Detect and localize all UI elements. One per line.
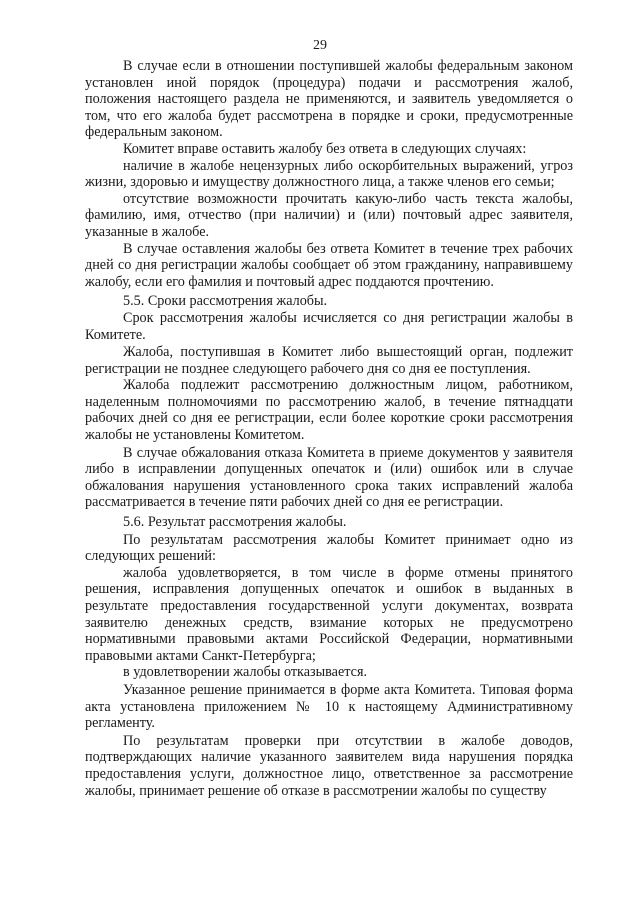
- paragraph-fifteen-days: Жалоба подлежит рассмотрению должностным лицом, работником, наделенным полномочиями по рассмотрению жалоб, в течение пятнадцати рабочих дней со дня ее регистрации, если более короткие сроки рассмотрения жалобы не установлены Комитетом.: [85, 377, 573, 444]
- paragraph-leave-without-answer: Комитет вправе оставить жалобу без ответа в следующих случаях:: [123, 140, 527, 157]
- paragraph-unreadable-text: отсутствие возможности прочитать какую-либо часть текста жалобы, фамилию, имя, отчество (при наличии) и (или) почтовый адрес заявителя, указанные в жалобе.: [85, 190, 573, 240]
- section-heading-5-6: 5.6. Результат рассмотрения жалобы.: [123, 514, 347, 531]
- paragraph-complaint-satisfied: жалоба удовлетворяется, в том числе в форме отмены принятого решения, исправления допущенных опечаток и ошибок в выданных в результате предоставления государственной услуги документах, возврата заявителю денежных средств, взимание которых не предусмотрено нормативными правовыми актами Российской Федерации, нормативными правовыми актами Санкт-Петербурга;: [85, 564, 573, 664]
- paragraph-complaint-rejected: в удовлетворении жалобы отказывается.: [123, 664, 368, 681]
- paragraph-refusal: По результатам проверки при отсутствии в жалобе доводов, подтверждающих наличие указанного заявителем вида нарушения порядка предоставления услуги, должностное лицо, ответственное за рассмотрение жалобы, принимает решение об отказе в рассмотрении жалобы по существу: [85, 732, 573, 799]
- paragraph-five-days: В случае обжалования отказа Комитета в приеме документов у заявителя либо в исправлении допущенных опечаток и (или) ошибок или в случае обжалования нарушения установленного срока таких исправлений жалоба рассматривается в течение пяти рабочих дней со дня ее регистрации.: [85, 444, 573, 511]
- document-body: [85, 58, 573, 799]
- paragraph-other-procedure: В случае если в отношении поступившей жалобы федеральным законом установлен иной порядок (процедура) подачи и рассмотрения жалоб, положения настоящего раздела не применяются, и заявитель уведомляется о том, что его жалоба будет рассмотрена в порядке и сроки, предусмотренные федеральным законом.: [85, 58, 573, 141]
- paragraph-obscene-language: наличие в жалобе нецензурных либо оскорбительных выражений, угроз жизни, здоровью и имуществу должностного лица, а также членов его семьи;: [85, 157, 573, 191]
- paragraph-registration: Жалоба, поступившая в Комитет либо вышестоящий орган, подлежит регистрации не позднее следующего рабочего дня со дня ее поступления.: [85, 344, 573, 377]
- paragraph-notification: В случае оставления жалобы без ответа Комитет в течение трех рабочих дней со дня регистрации жалобы сообщает об этом гражданину, направившему жалобу, если его фамилия и почтовый адрес поддаются прочтению.: [85, 240, 573, 290]
- page-number: 29: [313, 38, 327, 53]
- paragraph-term-start: Срок рассмотрения жалобы исчисляется со дня регистрации жалобы в Комитете.: [85, 309, 573, 343]
- paragraph-decisions-intro: По результатам рассмотрения жалобы Комитет принимает одно из следующих решений:: [85, 531, 573, 565]
- paragraph-act-form: Указанное решение принимается в форме акта Комитета. Типовая форма акта установлена приложением № 10 к настоящему Административному регламенту.: [85, 681, 573, 732]
- section-heading-5-5: 5.5. Сроки рассмотрения жалобы.: [123, 293, 328, 310]
